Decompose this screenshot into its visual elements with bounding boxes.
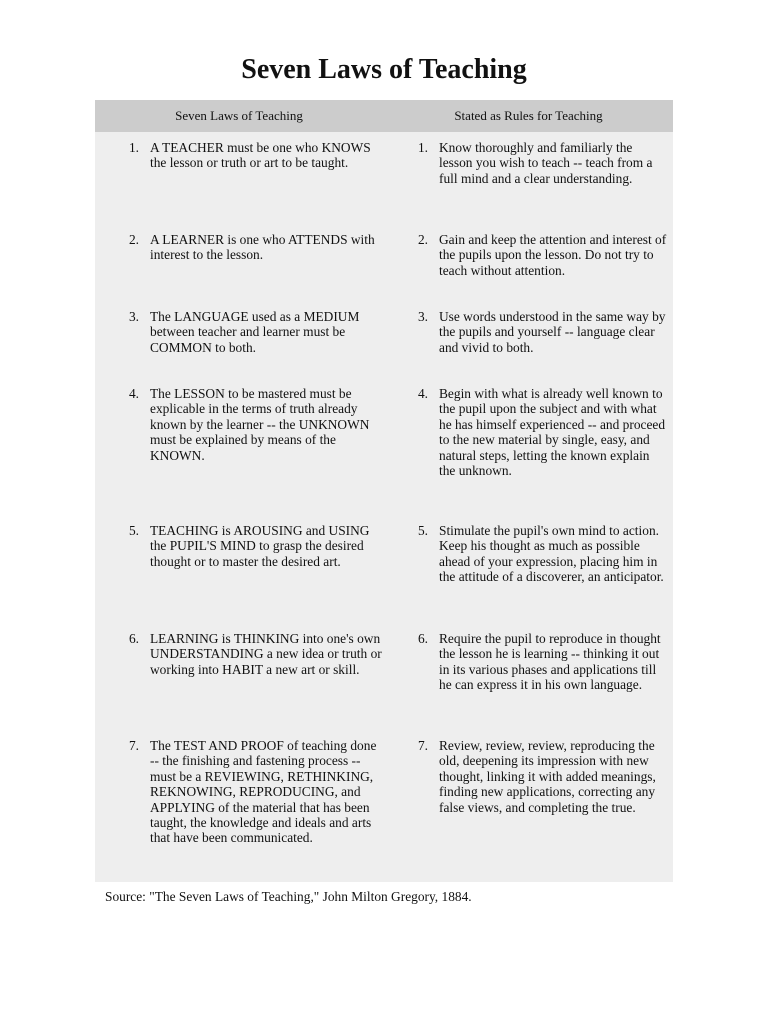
rule-text: Begin with what is already well known to the pupil upon the subject and with what he has himself experienced -- and proceed to the new material by single, easy, and natural steps, letting the known explain the unknown. <box>439 386 666 479</box>
rule-text: Stimulate the pupil's own mind to action. Keep his thought as much as possible ahead of your expression, placing him in the attitude of a discoverer, an anticipator. <box>439 523 664 585</box>
law-text: LEARNING is THINKING into one's own UNDERSTANDING a new idea or truth or working into HABIT a new art or skill. <box>150 631 382 677</box>
rule-text: Require the pupil to reproduce in thought the lesson he is learning -- thinking it out in its various phases and applications till he can express it in his own language. <box>439 631 661 693</box>
law-number: 7. <box>128 738 139 753</box>
law-text: A LEARNER is one who ATTENDS with interest to the lesson. <box>150 232 375 263</box>
law-number: 4. <box>128 386 139 401</box>
rule-number: 3. <box>417 309 428 324</box>
header-rules: Stated as Rules for Teaching <box>454 108 603 123</box>
law-text: A TEACHER must be one who KNOWS the lesson or truth or art to be taught. <box>150 140 371 171</box>
law-text: The LANGUAGE used as a MEDIUM between teacher and learner must be COMMON to both. <box>150 309 360 355</box>
law-text: The LESSON to be mastered must be explicable in the terms of truth already known by the learner -- the UNKNOWN must be explained by means of the KNOWN. <box>150 386 370 463</box>
rule-number: 1. <box>417 140 428 155</box>
rule-text: Use words understood in the same way by the pupils and yourself -- language clear and vivid to both. <box>439 309 666 355</box>
rule-number: 2. <box>417 232 428 247</box>
header-laws: Seven Laws of Teaching <box>175 108 303 123</box>
rule-number: 4. <box>417 386 428 401</box>
rule-text: Know thoroughly and familiarly the lesson you wish to teach -- teach from a full mind and a clear understanding. <box>439 140 653 186</box>
laws-table <box>95 100 673 882</box>
rule-number: 6. <box>417 631 428 646</box>
rule-text: Gain and keep the attention and interest of the pupils upon the lesson. Do not try to teach without attention. <box>439 232 667 278</box>
law-number: 6. <box>128 631 139 646</box>
table-header <box>95 100 673 132</box>
source-citation: Source: "The Seven Laws of Teaching," John Milton Gregory, 1884. <box>105 889 472 904</box>
law-number: 5. <box>128 523 139 538</box>
rule-number: 5. <box>417 523 428 538</box>
law-number: 3. <box>128 309 139 324</box>
law-number: 1. <box>128 140 139 155</box>
page-title: Seven Laws of Teaching <box>241 54 527 85</box>
rule-text: Review, review, review, reproducing the old, deepening its impression with new thought, linking it with added meanings, finding new applications, correcting any false views, and completing the true. <box>439 738 656 815</box>
rule-number: 7. <box>417 738 428 753</box>
law-text: The TEST AND PROOF of teaching done -- the finishing and fastening process -- must be a REVIEWING, RETHINKING, REKNOWING, REPRODUCING, and APPLYING of the material that has been taught, the knowledge and ideals and arts that have been communicated. <box>150 738 377 846</box>
law-text: TEACHING is AROUSING and USING the PUPIL'S MIND to grasp the desired thought or to master the desired art. <box>150 523 370 569</box>
law-number: 2. <box>128 232 139 247</box>
